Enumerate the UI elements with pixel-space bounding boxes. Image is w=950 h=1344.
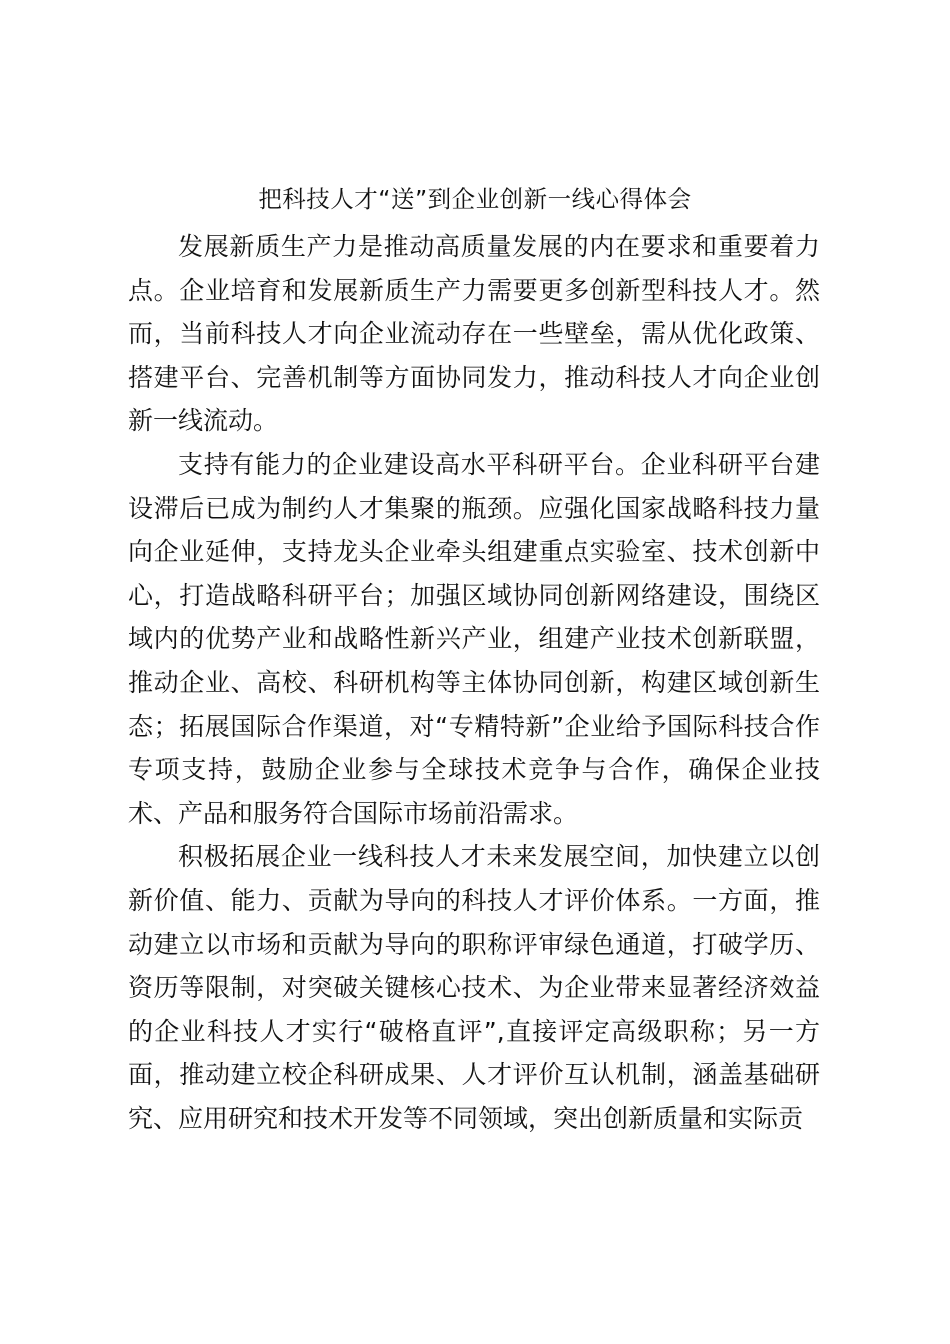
paragraph-1: 发展新质生产力是推动高质量发展的内在要求和重要着力点。企业培育和发展新质生产力需要更多创新型科技人才。然而，当前科技人才向企业流动存在一些壁垒，需从优化政策、搭建平台、完善机制等方面协同发力，推动科技人才向企业创新一线流动。 xyxy=(128,232,820,436)
paragraph-2: 支持有能力的企业建设高水平科研平台。企业科研平台建设滞后已成为制约人才集聚的瓶颈。应强化国家战略科技力量向企业延伸，支持龙头企业牵头组建重点实验室、技术创新中心，打造战略科研平台；加强区域协同创新网络建设，围绕区域内的优势产业和战略性新兴产业，组建产业技术创新联盟，推动企业、高校、科研机构等主体协同创新，构建区域创新生态；拓展国际合作渠道，对“专精特新”企业给予国际科技合作专项支持，鼓励企业参与全球技术竞争与合作，确保企业技术、产品和服务符合国际市场前沿需求。 xyxy=(128,449,820,828)
paragraph-3: 积极拓展企业一线科技人才未来发展空间，加快建立以创新价值、能力、贡献为导向的科技人才评价体系。一方面，推动建立以市场和贡献为导向的职称评审绿色通道，打破学历、资历等限制，对突破关键核心技术、为企业带来显著经济效益的企业科技人才实行“破格直评”,直接评定高级职称；另一方面，推动建立校企科研成果、人才评价互认机制，涵盖基础研究、应用研究和技术开发等不同领域，突出创新质量和实际贡 xyxy=(128,842,820,1133)
document-body xyxy=(128,225,820,1140)
document-title: 把科技人才“送”到企业创新一线心得体会 xyxy=(258,185,692,213)
